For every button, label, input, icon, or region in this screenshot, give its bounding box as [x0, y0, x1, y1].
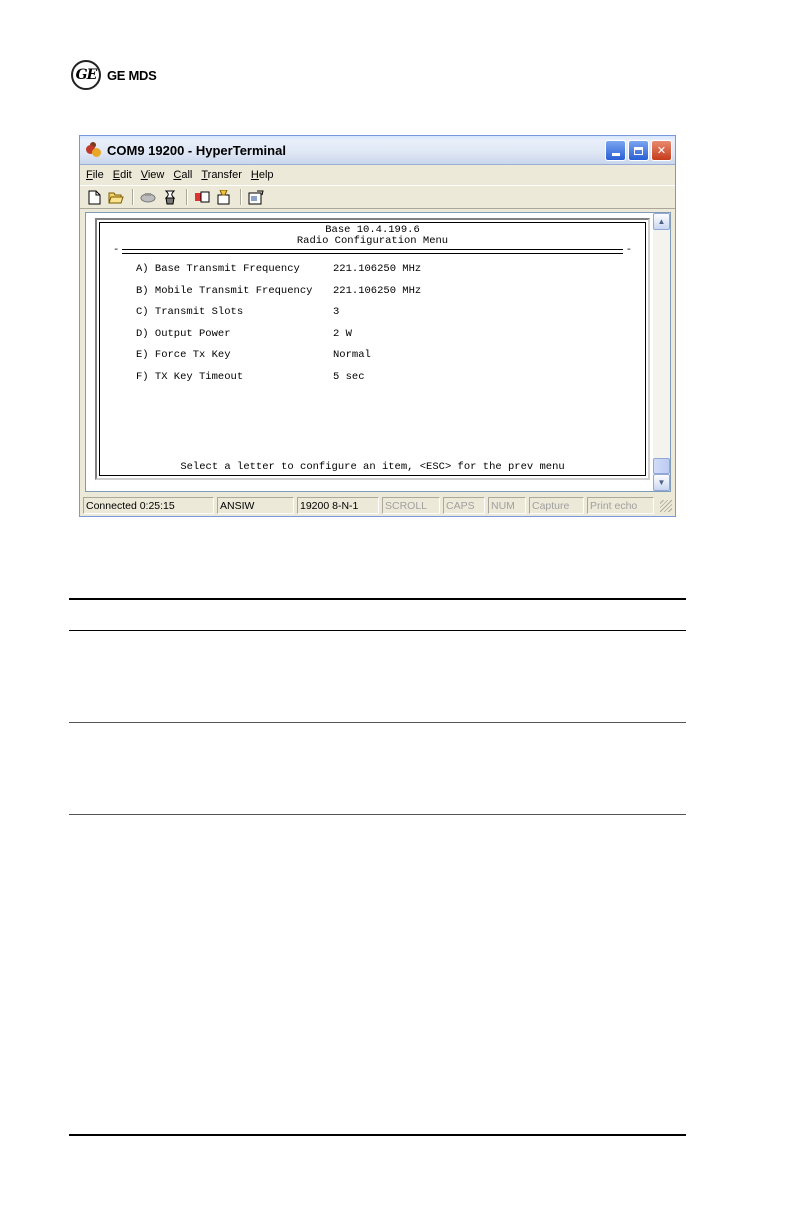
status-emulation: ANSIW	[217, 497, 294, 514]
new-icon[interactable]	[86, 189, 102, 205]
table-header-rule	[69, 630, 686, 631]
status-port-settings: 19200 8-N-1	[297, 497, 379, 514]
terminal-area[interactable]	[85, 212, 671, 492]
maximize-icon	[634, 147, 643, 155]
menu-view[interactable]: View	[140, 169, 165, 181]
ge-monogram-icon: GE	[71, 60, 101, 90]
menu-item-f: F) TX Key Timeout 5 sec	[136, 371, 365, 383]
toolbar	[80, 185, 675, 209]
ge-mds-logo	[71, 60, 156, 90]
menu-item-a: A) Base Transmit Frequency 221.106250 MHz	[136, 263, 422, 275]
status-num: NUM	[488, 497, 526, 514]
menu-bar	[80, 165, 675, 185]
disconnect-icon[interactable]	[140, 189, 156, 205]
dial-icon[interactable]	[162, 189, 178, 205]
terminal-screen	[95, 218, 650, 480]
maximize-button[interactable]	[628, 140, 649, 161]
terminal-menu-title: Radio Configuration Menu	[296, 235, 449, 247]
resize-grip-icon[interactable]	[660, 500, 672, 512]
table-top-rule	[69, 598, 686, 600]
status-caps: CAPS	[443, 497, 485, 514]
menu-item-b: B) Mobile Transmit Frequency 221.106250 MHz	[136, 285, 422, 297]
status-capture: Capture	[529, 497, 584, 514]
rule-right-cap: -	[625, 244, 632, 256]
menu-edit[interactable]: Edit	[112, 169, 132, 181]
table-row-rule-1	[69, 722, 686, 723]
send-icon[interactable]	[194, 189, 210, 205]
close-icon: ✕	[656, 145, 667, 157]
menu-call[interactable]: Call	[173, 169, 193, 181]
menu-help[interactable]: Help	[250, 169, 274, 181]
menu-item-e: E) Force Tx Key Normal	[136, 349, 371, 361]
status-bar	[83, 495, 672, 516]
menu-item-d: D) Output Power 2 W	[136, 328, 352, 340]
vertical-scrollbar[interactable]	[653, 213, 670, 491]
hyperterminal-icon	[86, 142, 102, 158]
page-bottom-rule	[69, 1134, 686, 1136]
receive-icon[interactable]	[216, 189, 232, 205]
scroll-thumb[interactable]	[653, 458, 670, 474]
title-double-rule	[122, 249, 623, 254]
chevron-down-icon: ▼	[657, 478, 666, 487]
chevron-up-icon: ▲	[657, 217, 666, 226]
window-title: COM9 19200 - HyperTerminal	[107, 142, 286, 158]
hyperterminal-window	[79, 135, 676, 517]
status-print-echo: Print echo	[587, 497, 654, 514]
open-icon[interactable]	[108, 189, 124, 205]
status-scroll: SCROLL	[382, 497, 440, 514]
menu-item-c: C) Transmit Slots 3	[136, 306, 340, 318]
logo-text: GE MDS	[107, 67, 157, 83]
terminal-host-line: Base 10.4.199.6	[325, 224, 420, 236]
scroll-up-button[interactable]	[653, 213, 670, 230]
minimize-button[interactable]	[605, 140, 626, 161]
title-bar[interactable]	[80, 136, 675, 165]
status-connected: Connected 0:25:15	[83, 497, 214, 514]
menu-file[interactable]: File	[86, 169, 104, 181]
properties-icon[interactable]	[248, 189, 264, 205]
rule-left-cap: -	[113, 244, 120, 256]
table-row-rule-2	[69, 814, 686, 815]
scroll-down-button[interactable]	[653, 474, 670, 491]
minimize-icon	[612, 153, 620, 156]
menu-transfer[interactable]: Transfer	[201, 169, 242, 181]
terminal-prompt: Select a letter to configure an item, <ESC> for the prev menu	[180, 461, 565, 473]
close-button[interactable]	[651, 140, 672, 161]
